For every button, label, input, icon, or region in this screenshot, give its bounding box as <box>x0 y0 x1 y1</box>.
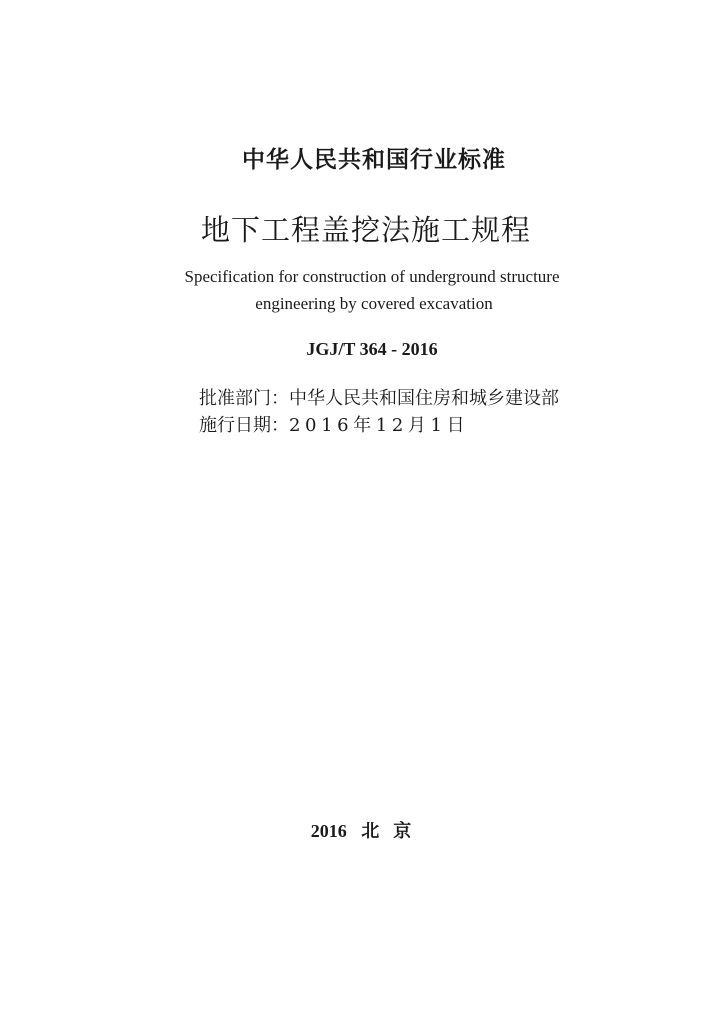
effective-date-value: 2016年12月1日 <box>289 415 470 436</box>
document-title-english-line-1: Specification for construction of underground structure <box>184 267 560 286</box>
standard-category: 中华人民共和国行业标准 <box>242 147 506 173</box>
approval-authority <box>199 384 559 410</box>
approval-value: 中华人民共和国住房和城乡建设部 <box>289 388 559 409</box>
document-title-english-line-2: engineering by covered excavation <box>255 294 493 313</box>
publication-city: 北京 <box>361 821 426 842</box>
standard-code: JGJ/T 364 - 2016 <box>306 339 438 359</box>
publication-info <box>0 817 724 843</box>
effective-date-label: 施行日期： <box>199 415 289 436</box>
approval-label: 批准部门： <box>199 388 289 409</box>
document-title-chinese: 地下工程盖挖法施工规程 <box>200 213 531 247</box>
publication-year: 2016 <box>310 821 347 841</box>
effective-date <box>199 411 469 437</box>
